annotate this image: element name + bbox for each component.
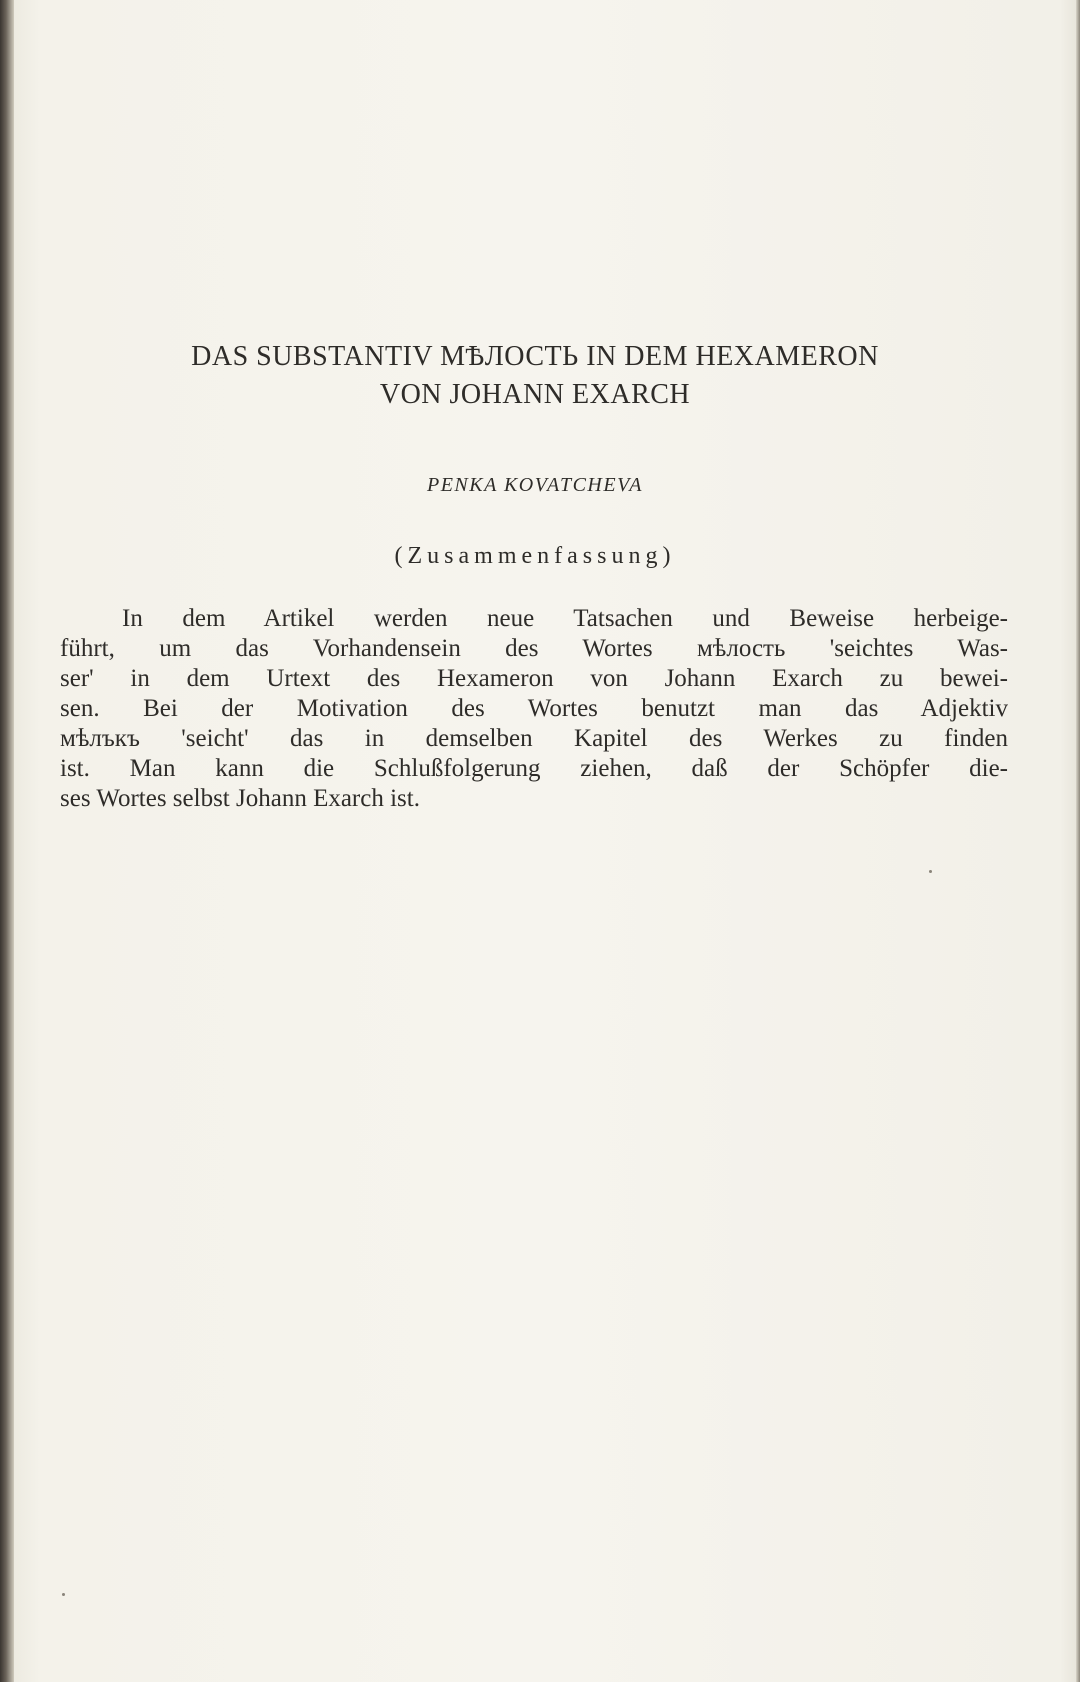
section-subtitle: (Zusammenfassung) xyxy=(394,543,676,569)
author-name: PENKA KOVATCHEVA xyxy=(426,474,644,496)
abstract-line: führt, um das Vorhandensein des Wortes мѣлость 'seichtes Was- xyxy=(60,635,1008,662)
page-edge xyxy=(1076,0,1080,1682)
title-line-2: VON JOHANN EXARCH xyxy=(379,379,691,410)
speck-mark xyxy=(62,1593,65,1596)
article-title xyxy=(60,338,1010,414)
abstract-line: мѣлъкъ 'seicht' das in demselben Kapitel des Werkes zu finden xyxy=(60,725,1008,752)
title-line-1: DAS SUBSTANTIV МѢЛОСТЬ IN DEM HEXAMERON xyxy=(191,341,879,372)
abstract-line: ses Wortes selbst Johann Exarch ist. xyxy=(60,785,420,812)
abstract-line: In dem Artikel werden neue Tatsachen und Beweise herbeige- xyxy=(122,605,1008,632)
abstract-line: ser' in dem Urtext des Hexameron von Johann Exarch zu bewei- xyxy=(60,665,1008,692)
book-spine-shadow xyxy=(0,0,14,1682)
speck-mark xyxy=(929,870,932,873)
abstract-paragraph xyxy=(60,604,1008,814)
abstract-line: ist. Man kann die Schlußfolgerung ziehen, daß der Schöpfer die- xyxy=(60,755,1008,782)
abstract-line: sen. Bei der Motivation des Wortes benutzt man das Adjektiv xyxy=(60,695,1008,722)
